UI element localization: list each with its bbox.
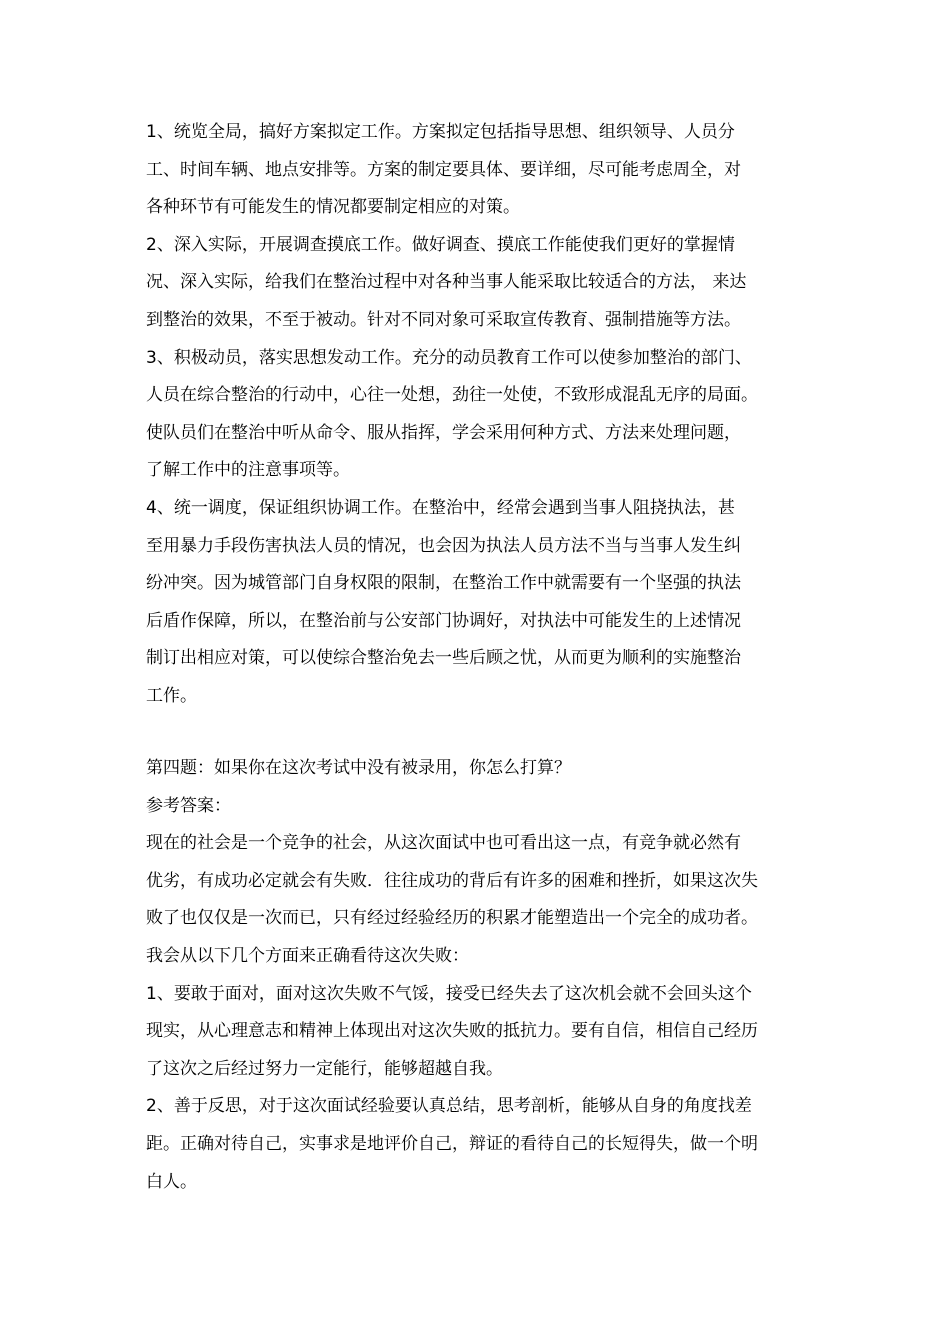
text-line: 况、深入实际，给我们在整治过程中对各种当事人能采取比较适合的方法， 来达 xyxy=(146,272,747,293)
measures-section xyxy=(146,114,818,716)
text-line: 优劣，有成功必定就会有失败．往往成功的背后有许多的困难和挫折，如果这次失 xyxy=(146,870,758,891)
question-heading: 第四题：如果你在这次考试中没有被录用，你怎么打算？ xyxy=(146,758,571,778)
text-line: 人员在综合整治的行动中，心往一处想，劲往一处使，不致形成混乱无序的局面。 xyxy=(146,385,758,406)
text-line: 工、时间车辆、地点安排等。方案的制定要具体、要详细，尽可能考虑周全，对 xyxy=(146,159,741,180)
text-line: 败了也仅仅是一次而已，只有经过经验经历的积累才能塑造出一个完全的成功者。 xyxy=(146,908,758,929)
text-line: 距。正确对待自己，实事求是地评价自己，辩证的看待自己的长短得失，做一个明 xyxy=(146,1133,758,1154)
text-line: 纷冲突。因为城管部门自身权限的限制，在整治工作中就需要有一个坚强的执法 xyxy=(146,573,741,594)
text-line: 了解工作中的注意事项等。 xyxy=(146,460,350,481)
text-line: 白人。 xyxy=(146,1171,197,1192)
text-line: 使队员们在整治中听从命令、服从指挥，学会采用何种方式、方法来处理问题， xyxy=(146,422,741,443)
text-line: 现在的社会是一个竞争的社会，从这次面试中也可看出这一点，有竞争就必然有 xyxy=(146,833,741,854)
text-line: 现实，从心理意志和精神上体现出对这次失败的抵抗力。要有自信，相信自己经历 xyxy=(146,1021,758,1042)
text-line: 到整治的效果，不至于被动。针对不同对象可采取宣传教育、强制措施等方法。 xyxy=(146,309,741,330)
text-line: 4、统一调度，保证组织协调工作。在整治中，经常会遇到当事人阻挠执法，甚 xyxy=(146,497,735,518)
text-line: 各种环节有可能发生的情况都要制定相应的对策。 xyxy=(146,197,520,218)
text-line: 了这次之后经过努力一定能行，能够超越自我。 xyxy=(146,1058,503,1079)
question-four-section xyxy=(146,750,818,1201)
text-line: 我会从以下几个方面来正确看待这次失败： xyxy=(146,945,469,966)
answer-label: 参考答案： xyxy=(146,795,231,816)
text-line: 工作。 xyxy=(146,685,197,706)
text-line: 后盾作保障，所以，在整治前与公安部门协调好，对执法中可能发生的上述情况 xyxy=(146,610,741,631)
text-line: 制订出相应对策，可以使综合整治免去一些后顾之忧，从而更为顺利的实施整治 xyxy=(146,648,741,669)
text-line: 2、善于反思，对于这次面试经验要认真总结，思考剖析，能够从自身的角度找差 xyxy=(146,1096,752,1117)
text-line: 2、深入实际，开展调查摸底工作。做好调查、摸底工作能使我们更好的掌握情 xyxy=(146,234,735,255)
text-line: 至用暴力手段伤害执法人员的情况，也会因为执法人员方法不当与当事人发生纠 xyxy=(146,535,741,556)
text-line: 1、要敢于面对，面对这次失败不气馁，接受已经失去了这次机会就不会回头这个 xyxy=(146,983,752,1004)
text-line: 1、统览全局，搞好方案拟定工作。方案拟定包括指导思想、组织领导、人员分 xyxy=(146,122,735,142)
text-line: 3、积极动员，落实思想发动工作。充分的动员教育工作可以使参加整治的部门、 xyxy=(146,347,752,368)
